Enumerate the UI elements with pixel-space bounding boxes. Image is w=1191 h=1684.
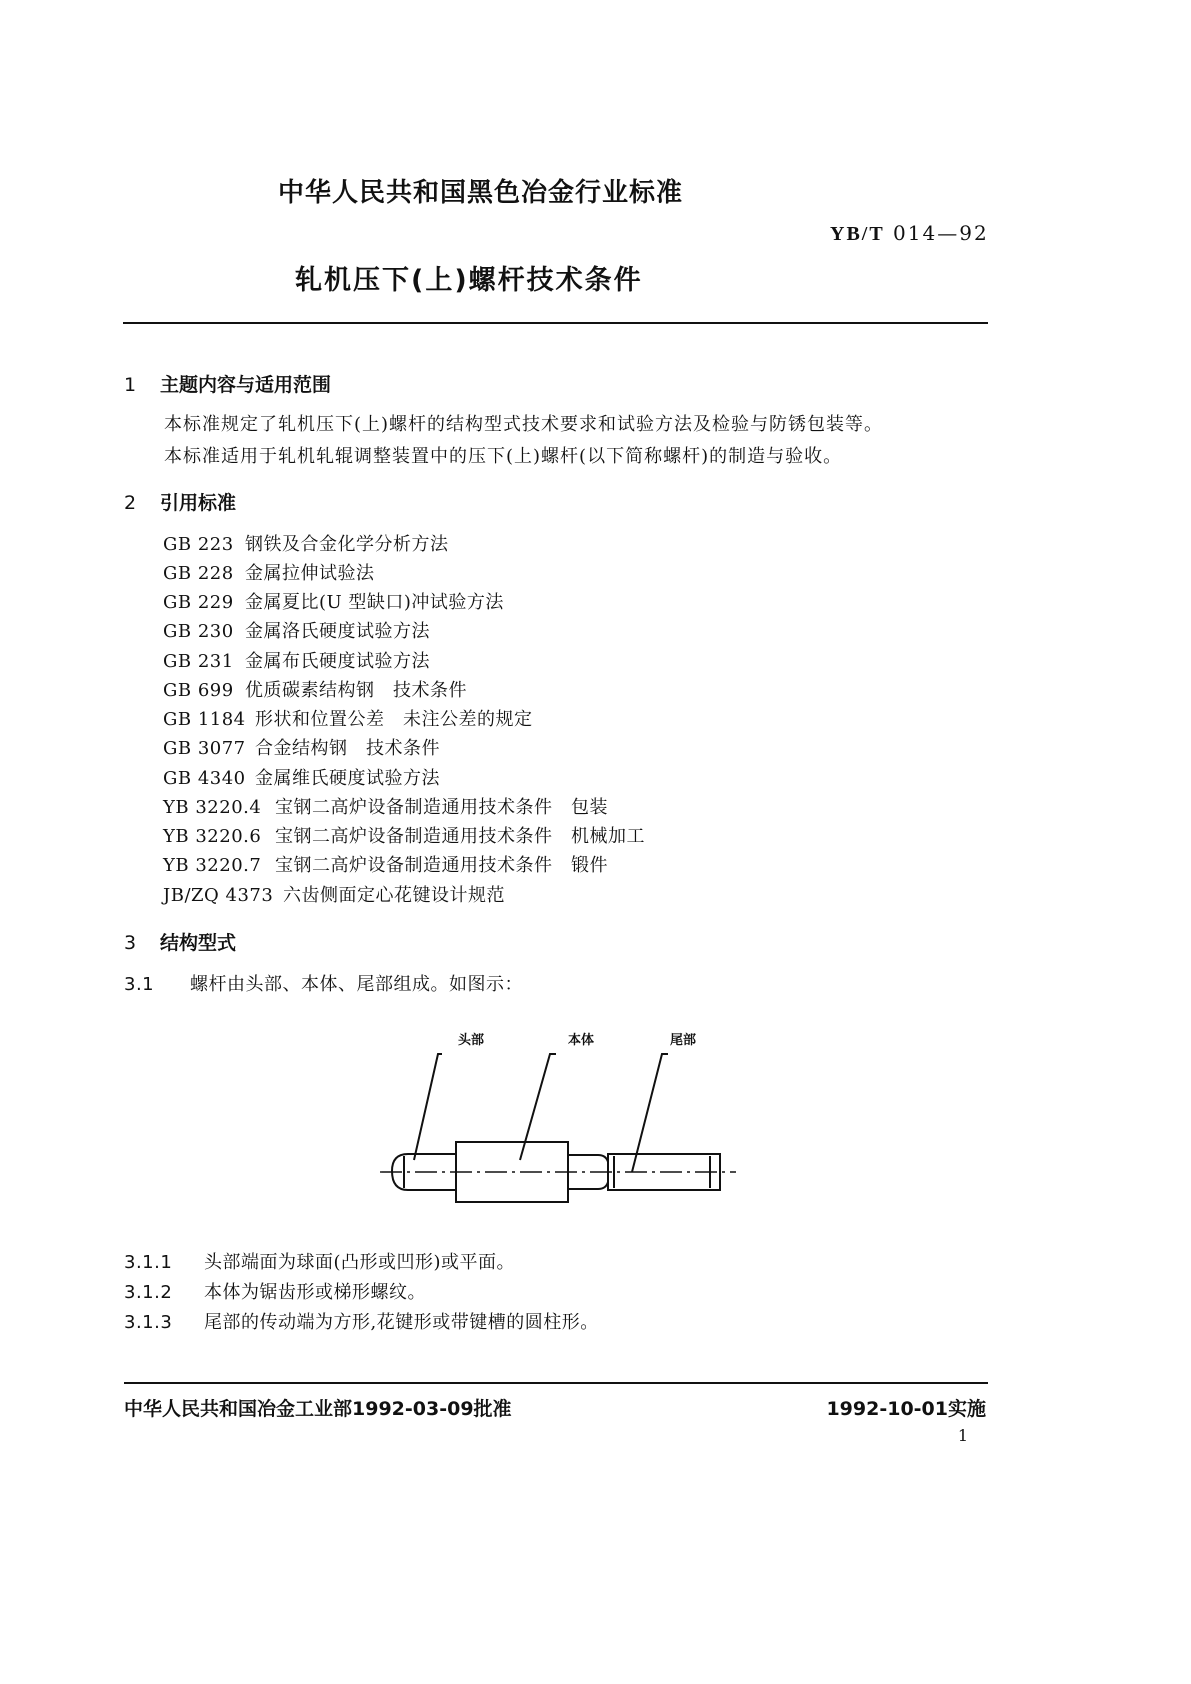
reference-code: YB 3220.6: [163, 826, 262, 847]
standard-prefix: YB/T: [830, 223, 885, 245]
page-number: 1: [957, 1426, 968, 1445]
reference-item: [163, 881, 505, 907]
reference-item: [163, 559, 375, 585]
reference-title: 形状和位置公差 未注公差的规定: [255, 709, 533, 730]
subclause-item: [124, 1278, 426, 1304]
label-tail: 尾部: [670, 1033, 697, 1048]
reference-code: JB/ZQ 4373: [163, 885, 274, 906]
reference-item: [163, 705, 533, 731]
subclause-item: [124, 1248, 515, 1274]
section-title: 引用标准: [160, 492, 237, 514]
reference-item: [163, 676, 467, 702]
reference-title: 六齿侧面定心花键设计规范: [283, 885, 505, 906]
section-title: 主题内容与适用范围: [160, 374, 332, 396]
reference-item: [163, 734, 440, 760]
reference-item: [163, 588, 504, 614]
section-1-paragraph: 本标准规定了轧机压下(上)螺杆的结构型式技术要求和试验方法及检验与防锈包装等。: [164, 414, 884, 435]
screw-neck-bottom: [568, 1182, 608, 1189]
reference-title: 宝钢二高炉设备制造通用技术条件 包装: [275, 797, 608, 818]
clause-3-1: [124, 970, 523, 996]
section-1-paragraph: 本标准适用于轧机轧辊调整装置中的压下(上)螺杆(以下简称螺杆)的制造与验收。: [164, 446, 843, 467]
subclause-item: [124, 1308, 599, 1334]
approval-note: 中华人民共和国冶金工业部1992-03-09批准: [124, 1398, 512, 1420]
clause-number: 3.1.2: [124, 1282, 173, 1303]
document-title: 轧机压下(上)螺杆技术条件: [295, 265, 643, 296]
clause-text: 螺杆由头部、本体、尾部组成。如图示：: [190, 974, 523, 995]
reference-code: GB 223: [163, 534, 234, 555]
header-divider: [123, 322, 988, 324]
reference-code: YB 3220.4: [163, 797, 262, 818]
leader-head: [414, 1054, 442, 1160]
section-title: 结构型式: [160, 932, 237, 954]
section-number: 1: [124, 374, 137, 396]
reference-item: [163, 851, 608, 877]
screw-neck-top: [568, 1155, 608, 1162]
clause-text: 头部端面为球面(凸形或凹形)或平面。: [204, 1252, 516, 1273]
reference-title: 钢铁及合金化学分析方法: [245, 534, 449, 555]
reference-code: GB 699: [163, 680, 234, 701]
reference-code: GB 230: [163, 621, 234, 642]
footer-divider: [124, 1382, 988, 1384]
section-number: 3: [124, 932, 137, 954]
reference-item: [163, 764, 440, 790]
section-3-heading: [124, 928, 236, 955]
reference-item: [163, 793, 608, 819]
clause-number: 3.1: [124, 974, 155, 995]
reference-item: [163, 647, 430, 673]
effective-date: 1992-10-01实施: [826, 1398, 986, 1420]
reference-code: GB 1184: [163, 709, 246, 730]
clause-number: 3.1.1: [124, 1252, 173, 1273]
section-2-heading: [124, 488, 236, 515]
reference-title: 金属维氏硬度试验方法: [255, 768, 440, 789]
standard-code: 014—92: [893, 221, 989, 245]
reference-title: 宝钢二高炉设备制造通用技术条件 机械加工: [275, 826, 645, 847]
reference-code: GB 3077: [163, 738, 246, 759]
standard-number: [830, 221, 989, 246]
reference-item: [163, 617, 430, 643]
section-1-heading: [124, 370, 331, 397]
reference-title: 金属洛氏硬度试验方法: [245, 621, 430, 642]
reference-code: GB 4340: [163, 768, 246, 789]
reference-item: [163, 530, 449, 556]
issuing-body: 中华人民共和国黑色冶金行业标准: [278, 178, 684, 208]
leader-body: [520, 1054, 556, 1160]
clause-text: 本体为锯齿形或梯形螺纹。: [204, 1282, 426, 1303]
clause-number: 3.1.3: [124, 1312, 173, 1333]
section-number: 2: [124, 492, 137, 514]
reference-title: 金属拉伸试验法: [245, 563, 375, 584]
reference-code: GB 228: [163, 563, 234, 584]
screw-diagram: [370, 1020, 750, 1220]
reference-title: 优质碳素结构钢 技术条件: [245, 680, 467, 701]
reference-code: GB 231: [163, 651, 234, 672]
label-body: 本体: [568, 1033, 595, 1048]
reference-title: 宝钢二高炉设备制造通用技术条件 锻件: [275, 855, 608, 876]
reference-title: 合金结构钢 技术条件: [255, 738, 440, 759]
reference-code: GB 229: [163, 592, 234, 613]
reference-item: [163, 822, 645, 848]
reference-title: 金属布氏硬度试验方法: [245, 651, 430, 672]
reference-title: 金属夏比(U 型缺口)冲试验方法: [245, 592, 504, 613]
clause-text: 尾部的传动端为方形,花键形或带键槽的圆柱形。: [204, 1312, 599, 1333]
label-head: 头部: [458, 1033, 485, 1048]
reference-code: YB 3220.7: [163, 855, 262, 876]
